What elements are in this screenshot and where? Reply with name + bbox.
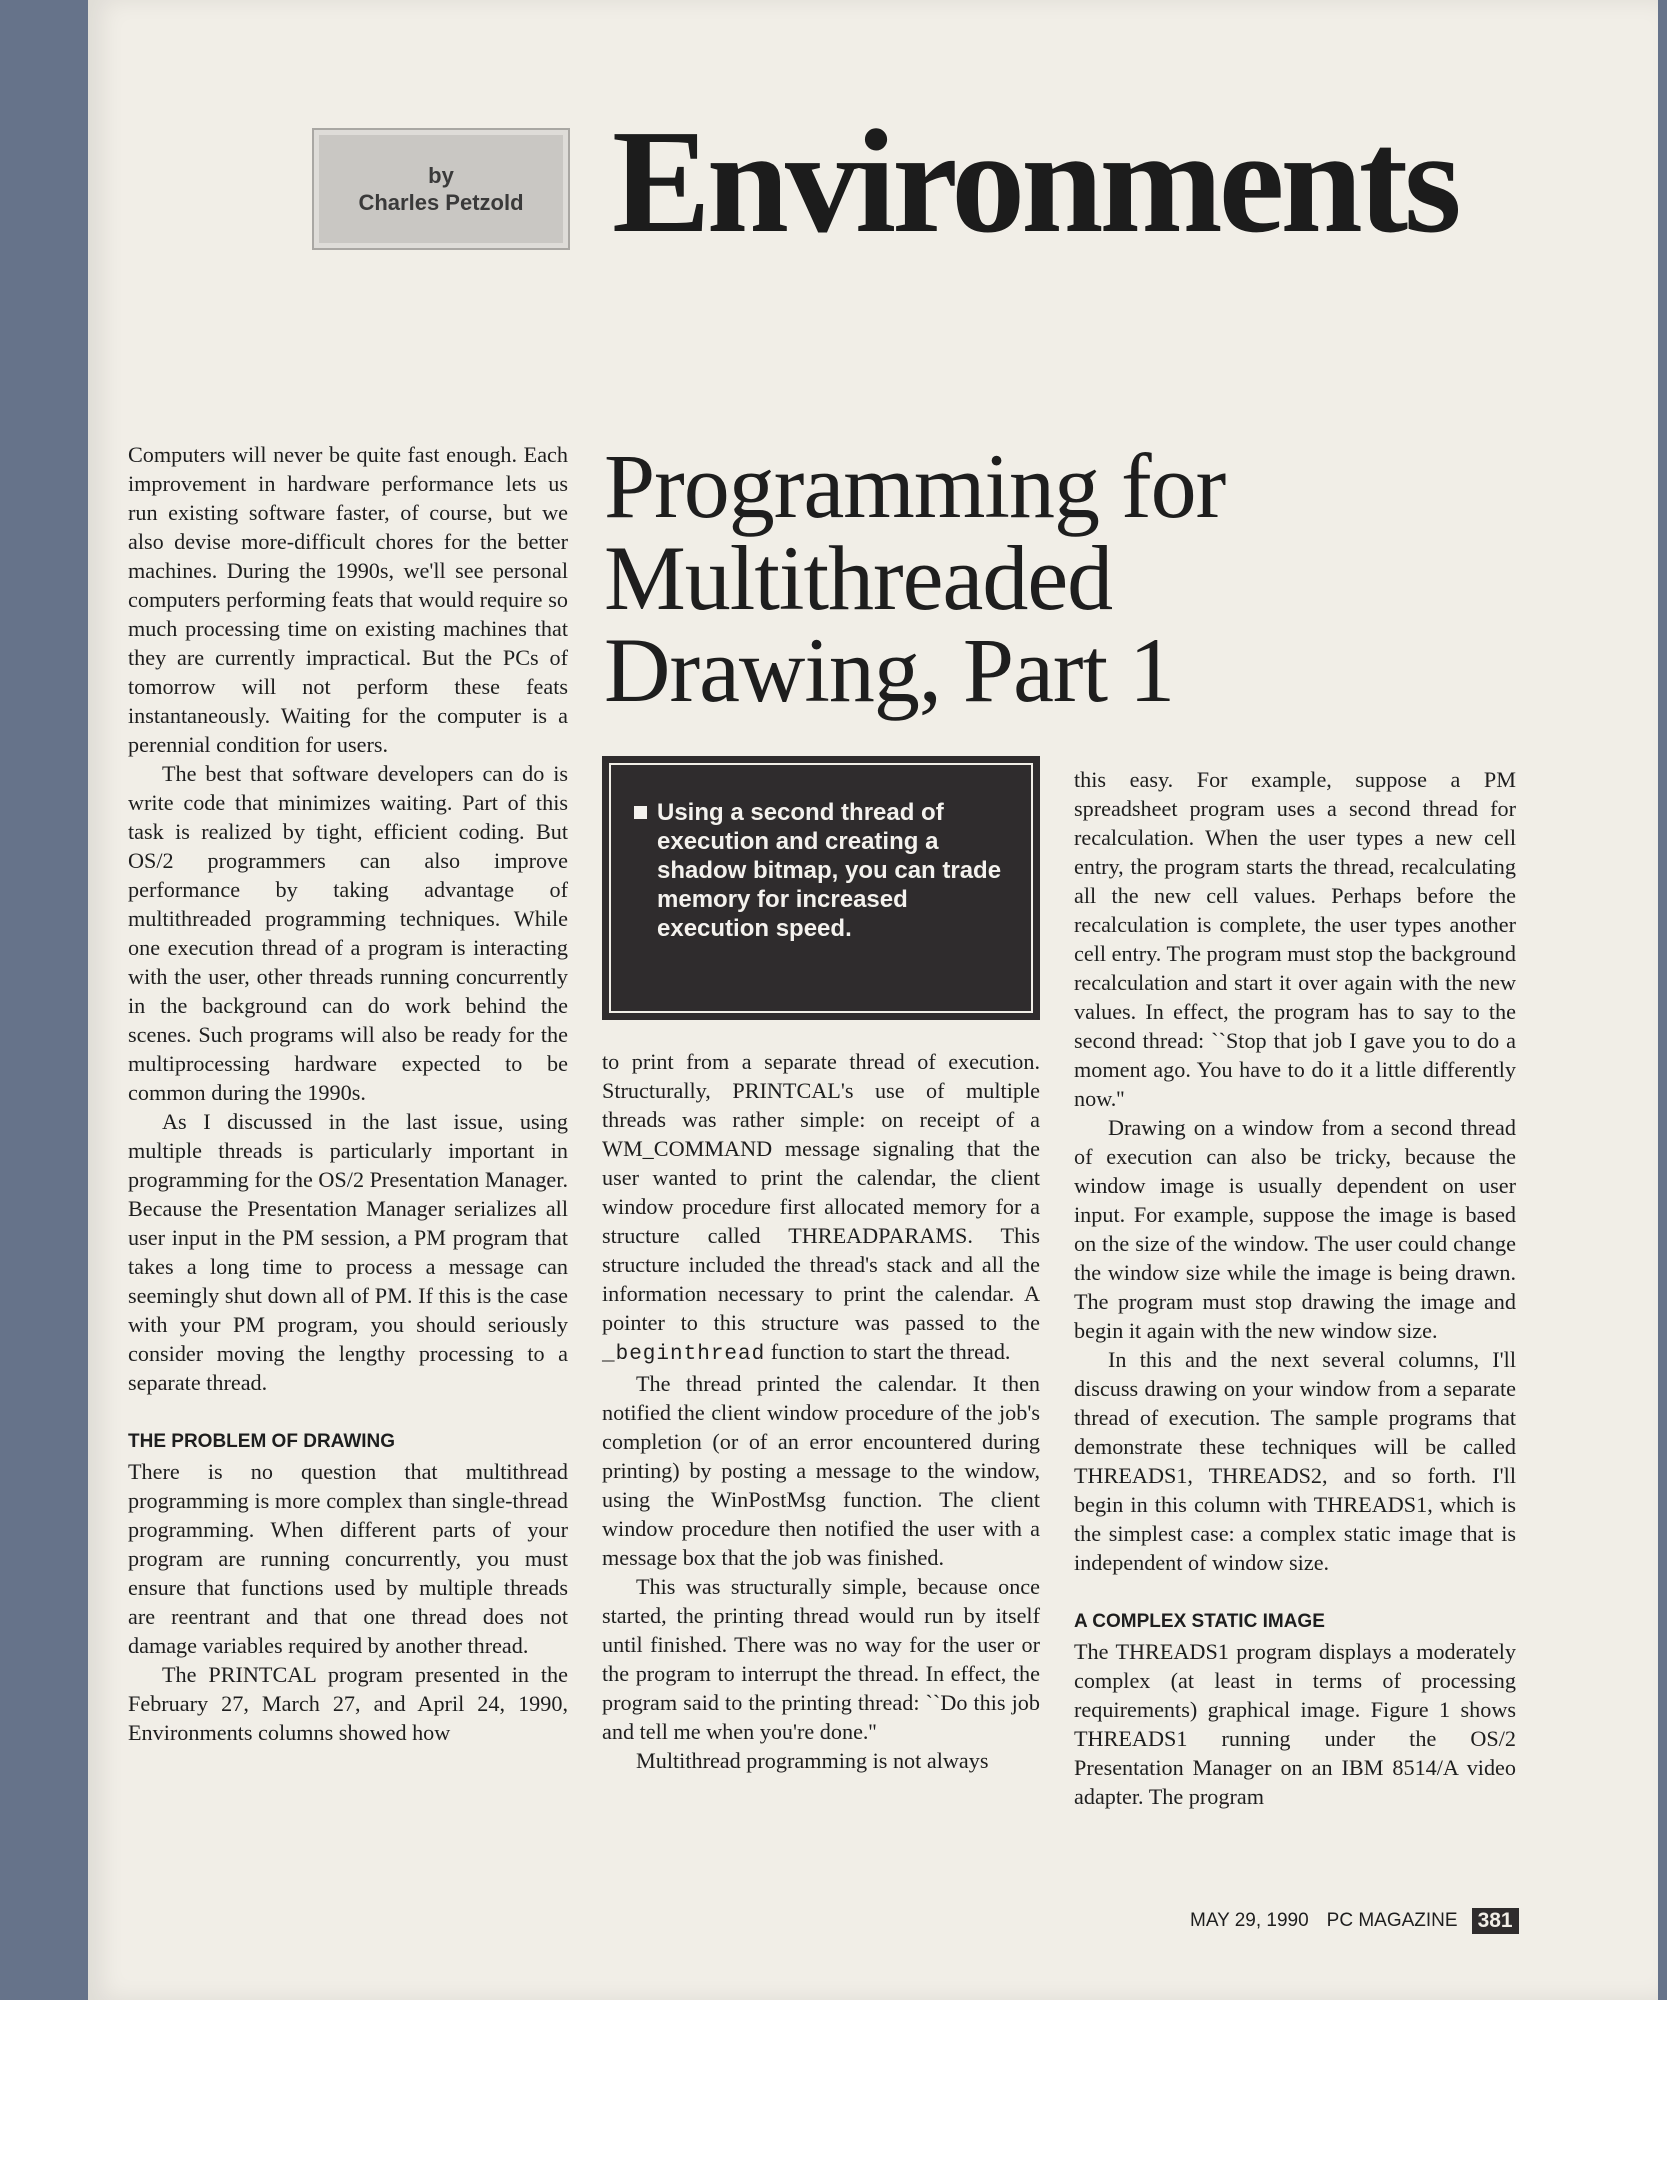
issue-date: MAY 29, 1990	[1190, 1910, 1309, 1931]
article-title-line: Drawing, Part 1	[604, 619, 1175, 721]
page-footer	[1190, 1908, 1519, 1934]
paragraph: In this and the next several columns, I'll discuss drawing on your window from a separate thread of execution. The sample programs that demonstrate these techniques will be called THREADS1, THREADS2, and so forth. I'll begin in this column with THREADS1, which is the simplest case: a complex static image that is independent of window size.	[1074, 1347, 1516, 1575]
column-two	[602, 1047, 1040, 1775]
paragraph: The PRINTCAL program presented in the February 27, March 27, and April 24, 1990, Environments columns showed how	[128, 1662, 568, 1745]
paragraph	[602, 1047, 1040, 1369]
article-title-line: Multithreaded	[604, 527, 1113, 629]
pull-quote	[634, 798, 1012, 943]
pull-quote-text: Using a second thread of execution and creating a shadow bitmap, you can trade memory for increased execution speed.	[657, 799, 1002, 942]
paragraph: The THREADS1 program displays a moderately complex (at least in terms of processing requirements) graphical image. Figure 1 shows THREADS1 running under the OS/2 Presentation Manager on an IBM 8514/A video adapter. The program	[1074, 1639, 1516, 1809]
column-three	[1074, 765, 1516, 1811]
paragraph: The best that software developers can do is write code that minimizes waiting. Part of this task is realized by tight, efficient coding. But OS/2 programmers can also improve performance by taking advantage of multithreaded programming techniques. While one execution thread of a program is interacting with the user, other threads running concurrently in the background can do work behind the scenes. Such programs will also be ready for the multiprocessing hardware expected to be common during the 1990s.	[128, 761, 568, 1105]
paragraph: Computers will never be quite fast enough. Each improvement in hardware performance lets us run existing software faster, of course, but we also devise more-difficult chores for the better machines. During the 1990s, we'll see personal computers performing feats that would require so much processing time on existing machines that they are currently impractical. But the PCs of tomorrow will not perform these feats instantaneously. Waiting for the computer is a perennial condition for users.	[128, 442, 568, 757]
paragraph: This was structurally simple, because once started, the printing thread would run by itself until finished. There was no way for the user or the program to interrupt the thread. In effect, the program said to the printing thread: ``Do this job and tell me when you're done.''	[602, 1574, 1040, 1744]
paragraph: As I discussed in the last issue, using multiple threads is particularly important in programming for the OS/2 Presentation Manager. Because the Presentation Manager serializes all user input in the PM session, a PM program that takes a long time to process a message can seemingly shut down all of PM. If this is the case with your PM program, you should seriously consider moving the lengthy processing to a separate thread.	[128, 1109, 568, 1395]
paragraph: this easy. For example, suppose a PM spreadsheet program uses a second thread for recalculation. When the user types a new cell entry, the program starts the thread, recalculating all the new cell values. Perhaps before the recalculation is complete, the user types another cell entry. The program must stop the background recalculation and start it over again with the new values. In effect, the program has to say to the second thread: ``Stop that job I gave you to do a moment ago. You have to do it a little differently now.''	[1074, 767, 1516, 1111]
article-title-line: Programming for	[604, 435, 1226, 537]
paragraph-text: to print from a separate thread of execution. Structurally, PRINTCAL's use of multiple threads was rather simple: on receipt of a WM_COMMAND message signaling that the user wanted to print the calendar, the client window procedure first allocated memory for a structure called THREADPARAMS. This structure included the thread's stack and all the information necessary to print the calendar. A pointer to this structure was passed to the	[602, 1049, 1040, 1335]
paragraph: The thread printed the calendar. It then notified the client window procedure of the job's completion (or of an error encountered during printing) by posting a message to the window, using the WinPostMsg function. The client window procedure then notified the user with a message box that the job was finished.	[602, 1371, 1040, 1570]
pull-quote-box	[602, 756, 1040, 1020]
byline-by: by	[428, 162, 454, 188]
code-function-name: _beginthread	[602, 1343, 766, 1366]
page-number: 381	[1472, 1908, 1519, 1934]
square-bullet-icon	[634, 806, 647, 819]
paragraph-text: function to start the thread.	[770, 1339, 1011, 1364]
paragraph: There is no question that multithread programming is more complex than single-thread programming. When different parts of your program are running concurrently, you must ensure that functions used by multiple threads are reentrant and that one thread does not damage variables required by another thread.	[128, 1459, 568, 1658]
article-title	[604, 435, 1324, 721]
column-one	[128, 440, 568, 1747]
section-heading: A COMPLEX STATIC IMAGE	[1074, 1611, 1325, 1632]
byline-author: Charles Petzold	[358, 190, 524, 215]
byline-box	[312, 128, 570, 250]
paragraph: Multithread programming is not always	[636, 1748, 989, 1773]
magazine-name: PC MAGAZINE	[1326, 1910, 1458, 1931]
column-title: Environments	[612, 100, 1458, 264]
paragraph: Drawing on a window from a second thread of execution can also be tricky, because the window image is usually dependent on user input. For example, suppose the image is based on the size of the window. The user could change the window size while the image is being drawn. The program must stop drawing the image and begin it again with the new window size.	[1074, 1115, 1516, 1343]
section-heading: THE PROBLEM OF DRAWING	[128, 1431, 396, 1452]
